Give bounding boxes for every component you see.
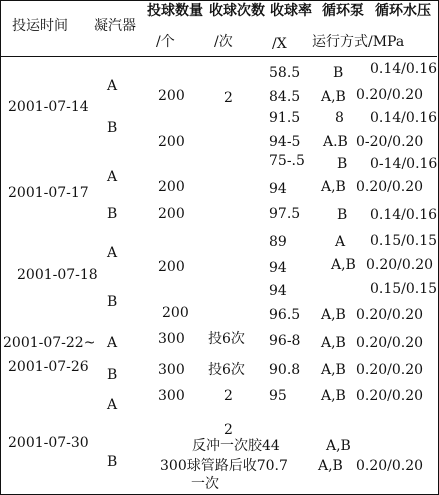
header-balls-qty: 投球数量 — [147, 3, 203, 19]
count-cell: 2 — [224, 422, 233, 438]
date-cell: 2001-07-22~ — [3, 335, 96, 351]
rate-cell: 94 — [269, 181, 287, 197]
qty-cell: 300 — [158, 331, 185, 347]
rate-cell: 95 — [269, 388, 287, 404]
condenser-cell: B — [107, 294, 118, 310]
pump-cell: A,B — [321, 179, 346, 195]
pressure-cell: 0.20/0.20 — [356, 388, 424, 404]
pressure-cell: 0.20/0.20 — [356, 179, 424, 195]
pressure-cell: 0.20/0.20 — [366, 257, 434, 273]
pump-cell: A,B — [326, 438, 351, 454]
pump-cell: A,B — [318, 458, 343, 474]
date-cell: 2001-07-14 — [8, 99, 89, 115]
pressure-cell: 0.20/0.20 — [356, 362, 424, 378]
pressure-cell: 0.14/0.16 — [370, 61, 438, 77]
rate-cell: 89 — [269, 234, 287, 250]
condenser-cell: B — [107, 206, 118, 222]
pump-cell: A,B — [321, 362, 346, 378]
rate-cell: 96.5 — [269, 307, 301, 323]
header-date: 投运时间 — [12, 18, 68, 34]
pressure-cell: 0-14/0.16 — [370, 156, 438, 172]
qty-cell: 200 — [158, 259, 185, 275]
condenser-cell: A — [107, 397, 118, 413]
pump-cell: B — [337, 207, 348, 223]
qty-cell: 300 — [158, 388, 185, 404]
rate-cell: 75-.5 — [269, 153, 305, 169]
condenser-cell: B — [107, 454, 118, 470]
date-cell: 2001-07-26 — [8, 359, 89, 375]
count-cell: 2 — [224, 90, 233, 106]
date-cell: 2001-07-30 — [8, 435, 89, 451]
header-recovery-count-unit: /次 — [214, 34, 233, 50]
pressure-cell: 0.14/0.16 — [370, 110, 438, 126]
pressure-cell: 0.20/0.20 — [356, 307, 424, 323]
condenser-cell: A — [107, 335, 118, 351]
qty-cell: 200 — [162, 305, 189, 321]
pump-cell: A,B — [321, 307, 346, 323]
pump-cell: A,B — [321, 335, 346, 351]
count-cell: 2 — [224, 388, 233, 404]
condenser-cell: A — [107, 78, 118, 94]
pressure-cell: 0-20/0.20 — [356, 134, 424, 150]
pump-cell: 8 — [335, 110, 344, 126]
header-recovery-rate-unit: /X — [272, 36, 287, 52]
header-balls-qty-unit: /个 — [156, 34, 175, 50]
header-recovery-count: 收球次数 — [209, 3, 265, 19]
header-pressure: 循环水压 — [375, 3, 431, 19]
date-cell: 2001-07-18 — [17, 267, 98, 283]
pump-cell: A,B — [331, 257, 356, 273]
pressure-cell: 0.20/0.20 — [356, 458, 424, 474]
pressure-cell: 0.20/0.20 — [356, 335, 424, 351]
rate-cell: 94 — [269, 283, 287, 299]
qty-cell: 300 — [158, 362, 185, 378]
header-pump-unit: 运行方式/MPa — [312, 34, 405, 50]
condenser-cell: A — [107, 169, 118, 185]
pressure-cell: 0.15/0.15 — [370, 281, 438, 297]
condenser-cell: B — [107, 367, 118, 383]
rate-cell: 91.5 — [269, 110, 301, 126]
qty-cell: 200 — [158, 206, 185, 222]
pump-cell: A,B — [321, 89, 346, 105]
note-line: 300球管路后收70.7 — [160, 458, 288, 474]
qty-cell: 200 — [158, 88, 185, 104]
rate-cell: 96-8 — [269, 333, 301, 349]
note-line: 一次 — [191, 476, 219, 492]
pump-cell: A.B — [323, 134, 348, 150]
header-divider — [0, 56, 437, 57]
rate-cell: 90.8 — [269, 362, 301, 378]
pump-cell: B — [337, 156, 348, 172]
rate-cell: 97.5 — [269, 206, 301, 222]
condenser-cell: B — [107, 120, 118, 136]
count-cell: 投6次 — [208, 362, 245, 378]
count-cell: 投6次 — [208, 331, 245, 347]
header-condenser: 凝汽器 — [94, 18, 136, 34]
header-recovery-rate: 收球率 — [270, 3, 312, 19]
rate-cell: 94 — [269, 260, 287, 276]
pressure-cell: 0.20/0.20 — [356, 87, 424, 103]
qty-cell: 200 — [158, 179, 185, 195]
condenser-cell: A — [107, 245, 118, 261]
pump-cell: A,B — [321, 388, 346, 404]
rate-cell: 84.5 — [269, 89, 301, 105]
pressure-cell: 0.14/0.16 — [370, 207, 438, 223]
rate-cell: 94-5 — [269, 134, 301, 150]
header-pump: 循环泵 — [322, 3, 364, 19]
pressure-cell: 0.15/0.15 — [370, 233, 438, 249]
note-line: 反冲一次胶44 — [192, 438, 280, 454]
pump-cell: A — [335, 234, 346, 250]
pump-cell: B — [333, 65, 344, 81]
date-cell: 2001-07-17 — [8, 185, 89, 201]
rate-cell: 58.5 — [269, 65, 301, 81]
qty-cell: 200 — [158, 134, 185, 150]
